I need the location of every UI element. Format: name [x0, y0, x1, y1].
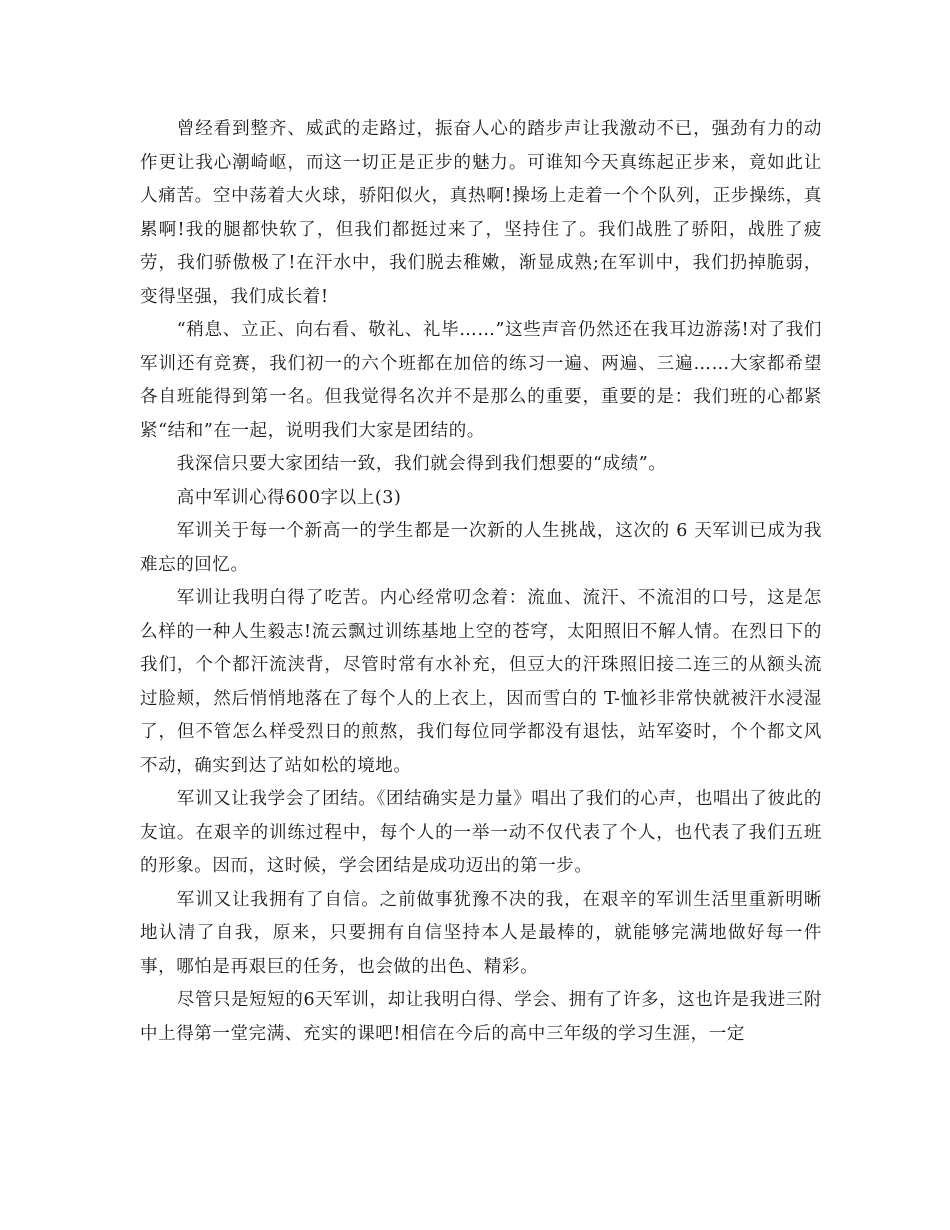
- paragraph-6: 军训又让我学会了团结。《团结确实是力量》唱出了我们的心声，也唱出了彼此的友谊。在艰辛的训练过程中，每个人的一举一动不仅代表了个人，也代表了我们五班的形象。因而，这时候，学会团结是成功迈出的第一步。: [140, 789, 822, 876]
- paragraph-3: 我深信只要大家团结一致，我们就会得到我们想要的“成绩”。: [176, 454, 667, 474]
- paragraph-7: 军训又让我拥有了自信。之前做事犹豫不决的我，在艰辛的军训生活里重新明晰地认清了自我，原来，只要拥有自信坚持本人是最棒的，就能够完满地做好每一件事，哪怕是再艰巨的任务，也会做的出色、精彩。: [140, 889, 822, 977]
- section-heading: 高中军训心得600字以上(3): [176, 487, 402, 508]
- paragraph-5: 军训让我明白得了吃苦。内心经常叨念着：流血、流汗、不流泪的口号，这是怎么样的一种人生毅志!流云飘过训练基地上空的苍穹，太阳照旧不解人情。在烈日下的我们，个个都汗流浃背，尽管时常有水补充，但豆大的汗珠照旧接二连三的从额头流过脸颊，然后悄悄地落在了每个人的上衣上，因而雪白的 T-恤衫非常快就被汗水浸湿了，但不管怎么样受烈日的煎熬，我们每位同学都没有退怯，站军姿时，个个都文风不动，确实到达了站如松的境地。: [140, 588, 822, 776]
- paragraph-8: 尽管只是短短的6天军训，却让我明白得、学会、拥有了许多，这也许是我进三附中上得第一堂完满、充实的课吧!相信在今后的高中三年级的学习生涯，一定: [140, 990, 822, 1044]
- document-body: [140, 113, 822, 1051]
- paragraph-1: 曾经看到整齐、威武的走路过，振奋人心的踏步声让我激动不已，强劲有力的动作更让我心潮崎岖，而这一切正是正步的魅力。可谁知今天真练起正步来，竟如此让人痛苦。空中荡着大火球，骄阳似火，真热啊!操场上走着一个个队列，正步操练，真累啊!我的腿都快软了，但我们都挺过来了，坚持住了。我们战胜了骄阳，战胜了疲劳，我们骄傲极了!在汗水中，我们脱去稚嫩，渐显成熟;在军训中，我们扔掉脆弱，变得坚强，我们成长着!: [140, 119, 822, 307]
- paragraph-2: “稍息、立正、向右看、敬礼、礼毕……”这些声音仍然还在我耳边游荡!对了我们军训还有竞赛，我们初一的六个班都在加倍的练习一遍、两遍、三遍……大家都希望各自班能得到第一名。但我觉得名次并不是那么的重要，重要的是：我们班的心都紧紧“结和”在一起，说明我们大家是团结的。: [140, 320, 822, 441]
- paragraph-4: 军训关于每一个新高一的学生都是一次新的人生挑战，这次的 6 天军训已成为我难忘的回忆。: [140, 521, 822, 575]
